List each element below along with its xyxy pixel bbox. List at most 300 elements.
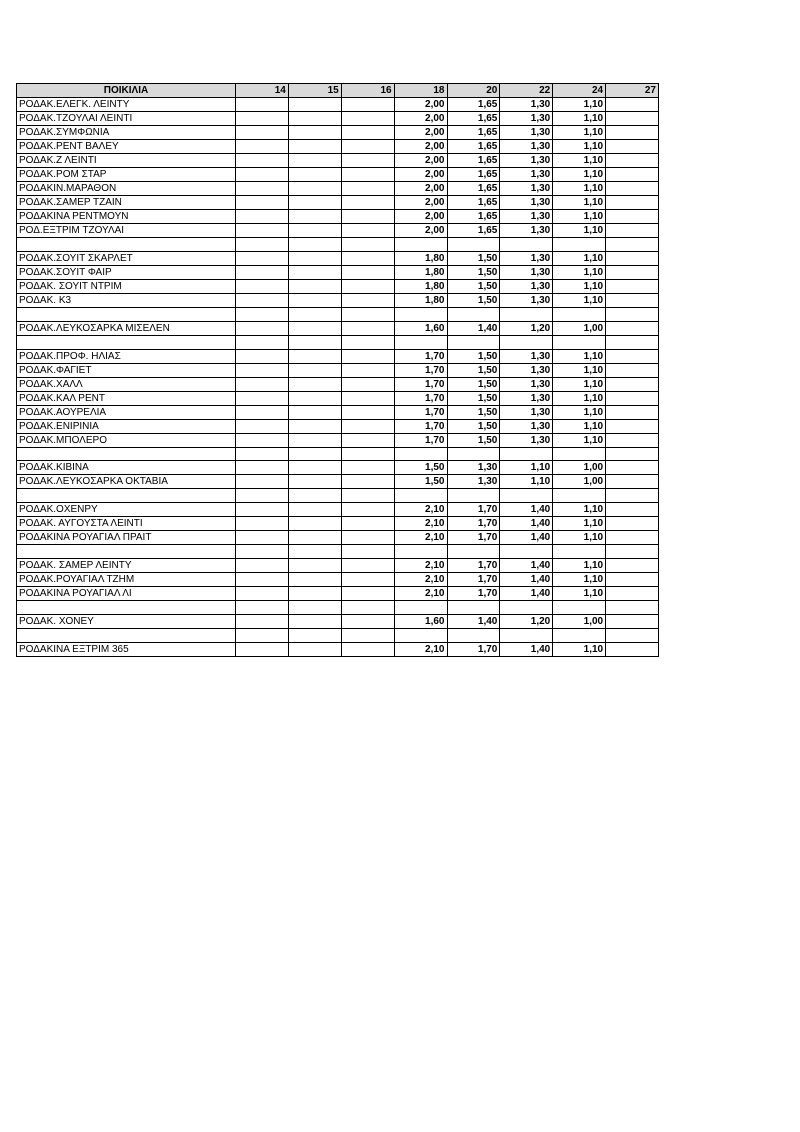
price-cell bbox=[341, 251, 394, 265]
price-cell bbox=[500, 628, 553, 642]
price-cell bbox=[288, 587, 341, 601]
price-cell bbox=[236, 321, 289, 335]
table-row bbox=[17, 182, 659, 196]
price-cell bbox=[288, 182, 341, 196]
price-cell: 1,30 bbox=[500, 419, 553, 433]
price-cell: 1,50 bbox=[447, 279, 500, 293]
price-cell: 1,10 bbox=[553, 293, 606, 307]
price-cell bbox=[341, 601, 394, 615]
price-cell bbox=[606, 210, 659, 224]
price-cell: 1,10 bbox=[553, 98, 606, 112]
header-size-15: 15 bbox=[288, 84, 341, 98]
price-cell bbox=[288, 531, 341, 545]
price-cell: 1,30 bbox=[500, 112, 553, 126]
variety-cell: ΡΟΔΑΚ.ΡΕΝΤ ΒΑΛΕΥ bbox=[17, 140, 236, 154]
price-cell bbox=[236, 265, 289, 279]
price-cell: 1,30 bbox=[447, 461, 500, 475]
price-cell: 1,50 bbox=[447, 349, 500, 363]
table-row bbox=[17, 447, 659, 461]
price-cell: 1,10 bbox=[553, 642, 606, 656]
price-cell bbox=[447, 447, 500, 461]
variety-cell: ΡΟΔΑΚ.ΕΝΙΡΙΝΙΑ bbox=[17, 419, 236, 433]
price-cell: 1,70 bbox=[447, 517, 500, 531]
variety-cell: ΡΟΔΑΚ.ΣΑΜΕΡ ΤΖΑΙΝ bbox=[17, 196, 236, 210]
price-cell bbox=[341, 475, 394, 489]
variety-cell: ΡΟΔΑΚ.ΜΠΟΛΕΡΟ bbox=[17, 433, 236, 447]
price-cell bbox=[394, 447, 447, 461]
price-cell: 1,50 bbox=[447, 405, 500, 419]
price-cell: 1,50 bbox=[447, 419, 500, 433]
price-cell bbox=[553, 545, 606, 559]
price-cell: 2,00 bbox=[394, 196, 447, 210]
price-cell bbox=[288, 224, 341, 238]
price-cell bbox=[606, 587, 659, 601]
price-cell bbox=[288, 517, 341, 531]
price-cell bbox=[236, 349, 289, 363]
price-cell: 1,10 bbox=[553, 140, 606, 154]
price-cell bbox=[236, 210, 289, 224]
price-cell: 1,30 bbox=[500, 182, 553, 196]
price-cell bbox=[606, 168, 659, 182]
price-cell: 1,20 bbox=[500, 614, 553, 628]
price-cell: 2,10 bbox=[394, 531, 447, 545]
price-cell bbox=[288, 419, 341, 433]
price-cell: 1,30 bbox=[500, 349, 553, 363]
price-cell: 1,60 bbox=[394, 321, 447, 335]
price-cell bbox=[606, 391, 659, 405]
table-row bbox=[17, 210, 659, 224]
price-cell: 1,50 bbox=[394, 461, 447, 475]
variety-cell: ΡΟΔΑΚ.ΚΑΛ ΡΕΝΤ bbox=[17, 391, 236, 405]
price-cell bbox=[606, 517, 659, 531]
variety-cell bbox=[17, 489, 236, 503]
variety-cell: ΡΟΔΑΚ. ΣΟΥΙΤ ΝΤΡΙΜ bbox=[17, 279, 236, 293]
table-row bbox=[17, 587, 659, 601]
price-cell bbox=[236, 377, 289, 391]
price-cell bbox=[236, 251, 289, 265]
variety-cell: ΡΟΔ.ΕΞΤΡΙΜ ΤΖΟΥΛΑΙ bbox=[17, 224, 236, 238]
price-cell bbox=[606, 349, 659, 363]
price-cell: 1,10 bbox=[553, 517, 606, 531]
variety-cell: ΡΟΔΑΚ.ΠΡΟΦ. ΗΛΙΑΣ bbox=[17, 349, 236, 363]
price-cell: 1,10 bbox=[553, 224, 606, 238]
price-cell: 2,00 bbox=[394, 112, 447, 126]
variety-cell: ΡΟΔΑΚ. ΧΟΝΕΥ bbox=[17, 614, 236, 628]
price-cell bbox=[341, 461, 394, 475]
price-cell: 1,40 bbox=[500, 531, 553, 545]
price-cell bbox=[288, 461, 341, 475]
price-cell bbox=[606, 321, 659, 335]
price-cell bbox=[236, 559, 289, 573]
variety-cell: ΡΟΔΑΚΙΝΑ ΡΟΥΑΓΙΑΛ ΛΙ bbox=[17, 587, 236, 601]
price-cell bbox=[606, 182, 659, 196]
price-cell: 2,00 bbox=[394, 154, 447, 168]
price-cell bbox=[236, 503, 289, 517]
price-cell bbox=[341, 224, 394, 238]
price-cell bbox=[341, 182, 394, 196]
price-cell bbox=[288, 642, 341, 656]
price-cell bbox=[236, 628, 289, 642]
price-cell bbox=[341, 321, 394, 335]
price-cell bbox=[236, 642, 289, 656]
price-cell: 1,80 bbox=[394, 265, 447, 279]
price-cell bbox=[606, 377, 659, 391]
price-cell bbox=[447, 335, 500, 349]
table-row bbox=[17, 573, 659, 587]
table-row bbox=[17, 405, 659, 419]
price-cell: 2,00 bbox=[394, 182, 447, 196]
price-cell: 1,70 bbox=[394, 349, 447, 363]
price-cell bbox=[606, 238, 659, 252]
table-row bbox=[17, 489, 659, 503]
variety-cell bbox=[17, 335, 236, 349]
price-cell: 1,10 bbox=[553, 433, 606, 447]
price-cell: 1,00 bbox=[553, 475, 606, 489]
price-cell: 1,70 bbox=[447, 587, 500, 601]
price-cell bbox=[236, 461, 289, 475]
table-row bbox=[17, 279, 659, 293]
table-row bbox=[17, 391, 659, 405]
price-cell: 1,80 bbox=[394, 251, 447, 265]
price-cell: 1,30 bbox=[500, 154, 553, 168]
price-cell bbox=[236, 307, 289, 321]
table-row bbox=[17, 321, 659, 335]
price-cell: 1,70 bbox=[394, 363, 447, 377]
price-cell: 1,65 bbox=[447, 168, 500, 182]
variety-cell: ΡΟΔΑΚ. ΑΥΓΟΥΣΤΑ ΛΕΙΝΤΙ bbox=[17, 517, 236, 531]
price-cell: 2,00 bbox=[394, 224, 447, 238]
price-cell: 1,50 bbox=[447, 391, 500, 405]
header-size-24: 24 bbox=[553, 84, 606, 98]
variety-cell: ΡΟΔΑΚ.ΦΑΓΙΕΤ bbox=[17, 363, 236, 377]
price-cell bbox=[341, 349, 394, 363]
table-row bbox=[17, 642, 659, 656]
price-cell: 1,65 bbox=[447, 140, 500, 154]
price-cell: 1,30 bbox=[500, 126, 553, 140]
price-cell bbox=[394, 307, 447, 321]
price-cell bbox=[341, 238, 394, 252]
price-cell: 1,10 bbox=[553, 531, 606, 545]
price-cell: 1,65 bbox=[447, 210, 500, 224]
price-cell: 2,10 bbox=[394, 642, 447, 656]
price-cell: 1,50 bbox=[447, 293, 500, 307]
price-cell: 1,30 bbox=[500, 391, 553, 405]
price-cell: 1,40 bbox=[500, 503, 553, 517]
price-cell: 1,30 bbox=[500, 405, 553, 419]
variety-cell: ΡΟΔΑΚ.ΤΖΟΥΛΑΙ ΛΕΙΝΤΙ bbox=[17, 112, 236, 126]
variety-cell: ΡΟΔΑΚΙΝΑ ΕΞΤΡΙΜ 365 bbox=[17, 642, 236, 656]
price-cell: 1,10 bbox=[553, 559, 606, 573]
price-cell bbox=[341, 293, 394, 307]
price-cell bbox=[606, 601, 659, 615]
price-cell: 1,70 bbox=[447, 642, 500, 656]
price-cell: 1,30 bbox=[500, 224, 553, 238]
price-cell bbox=[341, 531, 394, 545]
price-cell: 1,30 bbox=[500, 363, 553, 377]
price-cell bbox=[288, 126, 341, 140]
price-cell bbox=[606, 112, 659, 126]
price-cell: 1,50 bbox=[447, 377, 500, 391]
price-cell bbox=[236, 168, 289, 182]
price-cell: 1,65 bbox=[447, 126, 500, 140]
price-cell bbox=[553, 447, 606, 461]
price-cell bbox=[236, 98, 289, 112]
price-cell bbox=[606, 224, 659, 238]
variety-cell bbox=[17, 601, 236, 615]
price-cell bbox=[606, 419, 659, 433]
price-cell bbox=[341, 126, 394, 140]
price-cell bbox=[341, 517, 394, 531]
price-cell bbox=[288, 112, 341, 126]
variety-cell: ΡΟΔΑΚΙΝΑ ΡΕΝΤΜΟΥΝ bbox=[17, 210, 236, 224]
price-cell bbox=[341, 503, 394, 517]
price-cell bbox=[236, 112, 289, 126]
price-cell: 1,60 bbox=[394, 614, 447, 628]
price-cell bbox=[606, 559, 659, 573]
price-cell bbox=[288, 405, 341, 419]
price-cell bbox=[394, 238, 447, 252]
price-cell bbox=[341, 614, 394, 628]
price-table bbox=[16, 83, 659, 657]
price-cell bbox=[341, 196, 394, 210]
price-cell: 1,30 bbox=[500, 433, 553, 447]
price-cell: 1,10 bbox=[553, 196, 606, 210]
table-row bbox=[17, 461, 659, 475]
price-cell bbox=[606, 405, 659, 419]
variety-cell bbox=[17, 628, 236, 642]
price-cell bbox=[606, 503, 659, 517]
price-cell: 1,10 bbox=[553, 112, 606, 126]
price-cell: 1,10 bbox=[553, 349, 606, 363]
price-cell bbox=[606, 475, 659, 489]
price-cell bbox=[394, 601, 447, 615]
price-cell bbox=[341, 154, 394, 168]
price-cell bbox=[288, 279, 341, 293]
price-cell: 1,00 bbox=[553, 321, 606, 335]
price-cell: 1,65 bbox=[447, 98, 500, 112]
price-cell: 1,10 bbox=[500, 461, 553, 475]
table-row bbox=[17, 517, 659, 531]
price-cell: 1,30 bbox=[500, 196, 553, 210]
price-cell bbox=[288, 475, 341, 489]
price-cell: 1,70 bbox=[394, 377, 447, 391]
price-cell: 1,30 bbox=[500, 251, 553, 265]
price-cell bbox=[553, 307, 606, 321]
price-cell bbox=[606, 126, 659, 140]
price-cell bbox=[288, 293, 341, 307]
price-cell bbox=[606, 545, 659, 559]
price-cell: 1,10 bbox=[553, 573, 606, 587]
price-cell: 1,70 bbox=[394, 391, 447, 405]
header-size-27: 27 bbox=[606, 84, 659, 98]
price-cell bbox=[341, 279, 394, 293]
price-cell bbox=[341, 377, 394, 391]
price-cell: 1,70 bbox=[394, 419, 447, 433]
price-cell: 2,10 bbox=[394, 559, 447, 573]
price-cell bbox=[236, 587, 289, 601]
price-cell: 2,00 bbox=[394, 168, 447, 182]
price-cell bbox=[236, 614, 289, 628]
variety-cell: ΡΟΔΑΚ.ΑΟΥΡΕΛΙΑ bbox=[17, 405, 236, 419]
price-cell: 1,40 bbox=[500, 642, 553, 656]
price-cell: 1,65 bbox=[447, 112, 500, 126]
price-cell: 1,30 bbox=[500, 377, 553, 391]
table-row bbox=[17, 154, 659, 168]
price-cell: 1,10 bbox=[553, 363, 606, 377]
variety-cell bbox=[17, 238, 236, 252]
price-cell: 1,10 bbox=[553, 126, 606, 140]
header-variety: ΠΟΙΚΙΛΙΑ bbox=[17, 84, 236, 98]
price-cell bbox=[236, 517, 289, 531]
table-body bbox=[17, 98, 659, 657]
price-cell bbox=[236, 405, 289, 419]
price-cell: 1,10 bbox=[553, 154, 606, 168]
price-cell: 1,10 bbox=[553, 405, 606, 419]
price-cell bbox=[288, 307, 341, 321]
price-cell bbox=[288, 573, 341, 587]
price-cell bbox=[341, 433, 394, 447]
price-cell bbox=[447, 238, 500, 252]
price-cell: 1,50 bbox=[394, 475, 447, 489]
price-cell: 2,10 bbox=[394, 503, 447, 517]
price-cell bbox=[394, 628, 447, 642]
price-cell bbox=[236, 182, 289, 196]
price-cell bbox=[500, 447, 553, 461]
price-cell: 1,70 bbox=[447, 503, 500, 517]
price-cell bbox=[447, 489, 500, 503]
price-cell: 1,40 bbox=[500, 587, 553, 601]
price-cell bbox=[236, 224, 289, 238]
variety-cell: ΡΟΔΑΚ.ΣΟΥΙΤ ΣΚΑΡΛΕΤ bbox=[17, 251, 236, 265]
price-cell bbox=[606, 307, 659, 321]
price-cell bbox=[236, 154, 289, 168]
table-row bbox=[17, 335, 659, 349]
price-cell bbox=[288, 140, 341, 154]
table-row bbox=[17, 559, 659, 573]
table-row bbox=[17, 168, 659, 182]
price-cell bbox=[606, 614, 659, 628]
price-cell bbox=[236, 391, 289, 405]
table-row bbox=[17, 475, 659, 489]
price-cell: 1,30 bbox=[447, 475, 500, 489]
price-cell bbox=[288, 377, 341, 391]
table-row bbox=[17, 112, 659, 126]
price-cell bbox=[236, 573, 289, 587]
price-cell bbox=[288, 98, 341, 112]
price-cell bbox=[236, 293, 289, 307]
price-cell: 1,40 bbox=[447, 614, 500, 628]
header-row bbox=[17, 84, 659, 98]
price-cell bbox=[288, 601, 341, 615]
price-cell bbox=[288, 196, 341, 210]
price-cell: 2,10 bbox=[394, 573, 447, 587]
price-cell bbox=[288, 363, 341, 377]
price-cell bbox=[236, 489, 289, 503]
price-cell: 1,50 bbox=[447, 433, 500, 447]
price-cell: 1,00 bbox=[553, 614, 606, 628]
price-cell bbox=[500, 601, 553, 615]
price-cell bbox=[606, 433, 659, 447]
price-cell bbox=[606, 279, 659, 293]
price-cell: 1,80 bbox=[394, 293, 447, 307]
price-cell bbox=[288, 628, 341, 642]
price-cell bbox=[236, 475, 289, 489]
price-cell bbox=[288, 321, 341, 335]
price-cell: 1,65 bbox=[447, 182, 500, 196]
price-cell: 1,20 bbox=[500, 321, 553, 335]
price-cell: 1,30 bbox=[500, 168, 553, 182]
price-cell: 1,10 bbox=[553, 377, 606, 391]
price-cell bbox=[236, 531, 289, 545]
price-cell: 1,30 bbox=[500, 98, 553, 112]
price-cell bbox=[236, 447, 289, 461]
price-cell bbox=[288, 503, 341, 517]
price-cell bbox=[288, 154, 341, 168]
price-cell: 1,10 bbox=[553, 279, 606, 293]
price-cell bbox=[236, 140, 289, 154]
variety-cell: ΡΟΔΑΚ.ΛΕΥΚΟΣΑΡΚΑ ΜΙΣΕΛΕΝ bbox=[17, 321, 236, 335]
price-cell bbox=[500, 238, 553, 252]
header-size-16: 16 bbox=[341, 84, 394, 98]
price-cell bbox=[500, 545, 553, 559]
price-cell bbox=[606, 293, 659, 307]
price-cell bbox=[341, 587, 394, 601]
price-cell bbox=[606, 461, 659, 475]
table-row bbox=[17, 628, 659, 642]
price-cell bbox=[341, 489, 394, 503]
table-row bbox=[17, 265, 659, 279]
variety-cell: ΡΟΔΑΚ.ΟΧΕΝΡΥ bbox=[17, 503, 236, 517]
price-cell bbox=[341, 363, 394, 377]
price-cell bbox=[288, 391, 341, 405]
variety-cell: ΡΟΔΑΚ.ΛΕΥΚΟΣΑΡΚΑ ΟΚΤΑΒΙΑ bbox=[17, 475, 236, 489]
price-cell: 1,10 bbox=[553, 503, 606, 517]
table-row bbox=[17, 126, 659, 140]
price-cell: 1,40 bbox=[500, 559, 553, 573]
price-cell bbox=[341, 642, 394, 656]
price-cell bbox=[341, 559, 394, 573]
table-row bbox=[17, 377, 659, 391]
variety-cell: ΡΟΔΑΚ.ΡΟΥΑΓΙΑΛ ΤΖΗΜ bbox=[17, 573, 236, 587]
price-cell: 1,10 bbox=[553, 251, 606, 265]
price-cell bbox=[288, 559, 341, 573]
price-cell bbox=[553, 335, 606, 349]
table-row bbox=[17, 363, 659, 377]
price-cell: 1,70 bbox=[394, 405, 447, 419]
price-cell bbox=[341, 573, 394, 587]
table-row bbox=[17, 140, 659, 154]
price-cell bbox=[288, 168, 341, 182]
price-cell bbox=[447, 601, 500, 615]
price-cell bbox=[341, 98, 394, 112]
price-cell bbox=[553, 601, 606, 615]
price-cell: 1,40 bbox=[500, 517, 553, 531]
price-cell bbox=[236, 335, 289, 349]
variety-cell: ΡΟΔΑΚ. Κ3 bbox=[17, 293, 236, 307]
price-cell bbox=[341, 307, 394, 321]
price-cell bbox=[500, 489, 553, 503]
price-cell: 1,30 bbox=[500, 140, 553, 154]
variety-cell: ΡΟΔΑΚΙΝΑ ΡΟΥΑΓΙΑΛ ΠΡΑΙΤ bbox=[17, 531, 236, 545]
price-cell bbox=[236, 238, 289, 252]
table-row bbox=[17, 98, 659, 112]
price-cell bbox=[236, 126, 289, 140]
table-row bbox=[17, 545, 659, 559]
price-cell: 1,50 bbox=[447, 363, 500, 377]
price-cell bbox=[236, 363, 289, 377]
price-cell bbox=[341, 447, 394, 461]
price-cell: 1,40 bbox=[447, 321, 500, 335]
